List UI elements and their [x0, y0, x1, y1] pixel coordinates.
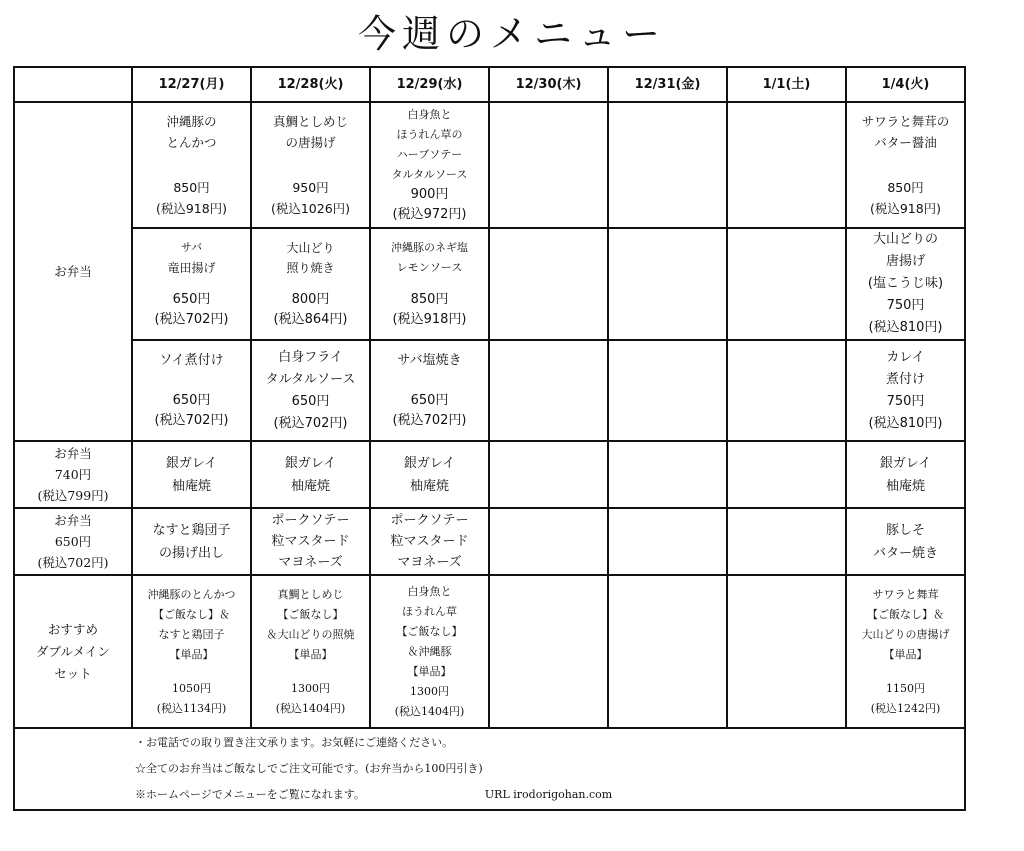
footer-note-rice: ☆全てのお弁当はご飯なしでご注文可能です。(お弁当から100円引き): [135, 762, 483, 775]
menu-cell: なすと鶏団子 の揚げ出し: [132, 508, 251, 575]
website-url[interactable]: URL irodorigohan.com: [484, 788, 613, 801]
empty-cell: [727, 441, 846, 508]
menu-cell: 銀ガレイ 柚庵焼: [251, 441, 370, 508]
empty-cell: [727, 102, 846, 228]
page-title: 今週のメニュー: [357, 12, 666, 56]
menu-cell: ポークソテー 粒マスタード マヨネーズ: [251, 508, 370, 575]
empty-cell: [727, 340, 846, 441]
menu-cell: 豚しそ バター焼き: [846, 508, 965, 575]
footer-row: [14, 728, 965, 810]
menu-cell: ポークソテー 粒マスタード マヨネーズ: [370, 508, 489, 575]
menu-cell: カレイ 煮付け 750円 (税込810円): [846, 340, 965, 441]
bento-650-row: [14, 508, 965, 575]
footer-notes: [14, 728, 965, 810]
menu-cell: 沖縄豚のネギ塩 レモンソース 850円 (税込918円): [370, 228, 489, 340]
day-header: 12/30(木): [489, 67, 608, 102]
day-header: 12/29(水): [370, 67, 489, 102]
menu-cell: サワラと舞茸 【ご飯なし】＆ 大山どりの唐揚げ 【単品】 1150円 (税込1242円): [846, 575, 965, 728]
empty-cell: [489, 340, 608, 441]
day-header: 12/31(金): [608, 67, 727, 102]
menu-table: [13, 66, 966, 811]
menu-cell: 銀ガレイ 柚庵焼: [846, 441, 965, 508]
header-row: [14, 67, 965, 102]
menu-cell: 銀ガレイ 柚庵焼: [132, 441, 251, 508]
menu-cell: 沖縄豚の とんかつ 850円 (税込918円): [132, 102, 251, 228]
menu-cell: 白身フライ タルタルソース 650円 (税込702円): [251, 340, 370, 441]
row-label-bento-650: お弁当 650円 (税込702円): [14, 508, 132, 575]
empty-cell: [608, 340, 727, 441]
row-label-double-main: おすすめ ダブルメイン セット: [14, 575, 132, 728]
menu-cell: ソイ煮付け 650円 (税込702円): [132, 340, 251, 441]
row-label-bento: お弁当: [14, 102, 132, 441]
menu-cell: 銀ガレイ 柚庵焼: [370, 441, 489, 508]
menu-cell: 白身魚と ほうれん草 【ご飯なし】 ＆沖縄豚 【単品】 1300円 (税込1404円): [370, 575, 489, 728]
empty-cell: [608, 102, 727, 228]
empty-cell: [489, 575, 608, 728]
menu-cell: サバ塩焼き 650円 (税込702円): [370, 340, 489, 441]
empty-cell: [489, 508, 608, 575]
empty-cell: [608, 508, 727, 575]
bento-row-2: [14, 228, 965, 340]
bento-row-3: [14, 340, 965, 441]
day-header: 1/1(土): [727, 67, 846, 102]
menu-cell: サバ 竜田揚げ 650円 (税込702円): [132, 228, 251, 340]
header-corner: [14, 67, 132, 102]
footer-note-homepage: ※ホームページでメニューをご覧になれます。: [135, 788, 365, 801]
empty-cell: [489, 441, 608, 508]
menu-cell: 大山どり 照り焼き 800円 (税込864円): [251, 228, 370, 340]
empty-cell: [727, 575, 846, 728]
footer-note-phone: ・お電話での取り置き注文承ります。お気軽にご連絡ください。: [135, 736, 454, 749]
day-header: 12/27(月): [132, 67, 251, 102]
double-main-row: [14, 575, 965, 728]
empty-cell: [608, 228, 727, 340]
empty-cell: [489, 102, 608, 228]
empty-cell: [608, 575, 727, 728]
bento-row-1: [14, 102, 965, 228]
menu-cell: 大山どりの 唐揚げ (塩こうじ味) 750円 (税込810円): [846, 228, 965, 340]
day-header: 1/4(火): [846, 67, 965, 102]
empty-cell: [727, 228, 846, 340]
row-label-bento-740: お弁当 740円 (税込799円): [14, 441, 132, 508]
menu-cell: サワラと舞茸の バター醤油 850円 (税込918円): [846, 102, 965, 228]
menu-cell: 真鯛としめじ の唐揚げ 950円 (税込1026円): [251, 102, 370, 228]
day-header: 12/28(火): [251, 67, 370, 102]
empty-cell: [727, 508, 846, 575]
menu-cell: 真鯛としめじ 【ご飯なし】 ＆大山どりの照焼 【単品】 1300円 (税込1404円): [251, 575, 370, 728]
empty-cell: [489, 228, 608, 340]
empty-cell: [608, 441, 727, 508]
bento-740-row: [14, 441, 965, 508]
menu-cell: 沖縄豚のとんかつ 【ご飯なし】＆ なすと鶏団子 【単品】 1050円 (税込1134円): [132, 575, 251, 728]
menu-cell: 白身魚と ほうれん草の ハーブソテー タルタルソース 900円 (税込972円): [370, 102, 489, 228]
